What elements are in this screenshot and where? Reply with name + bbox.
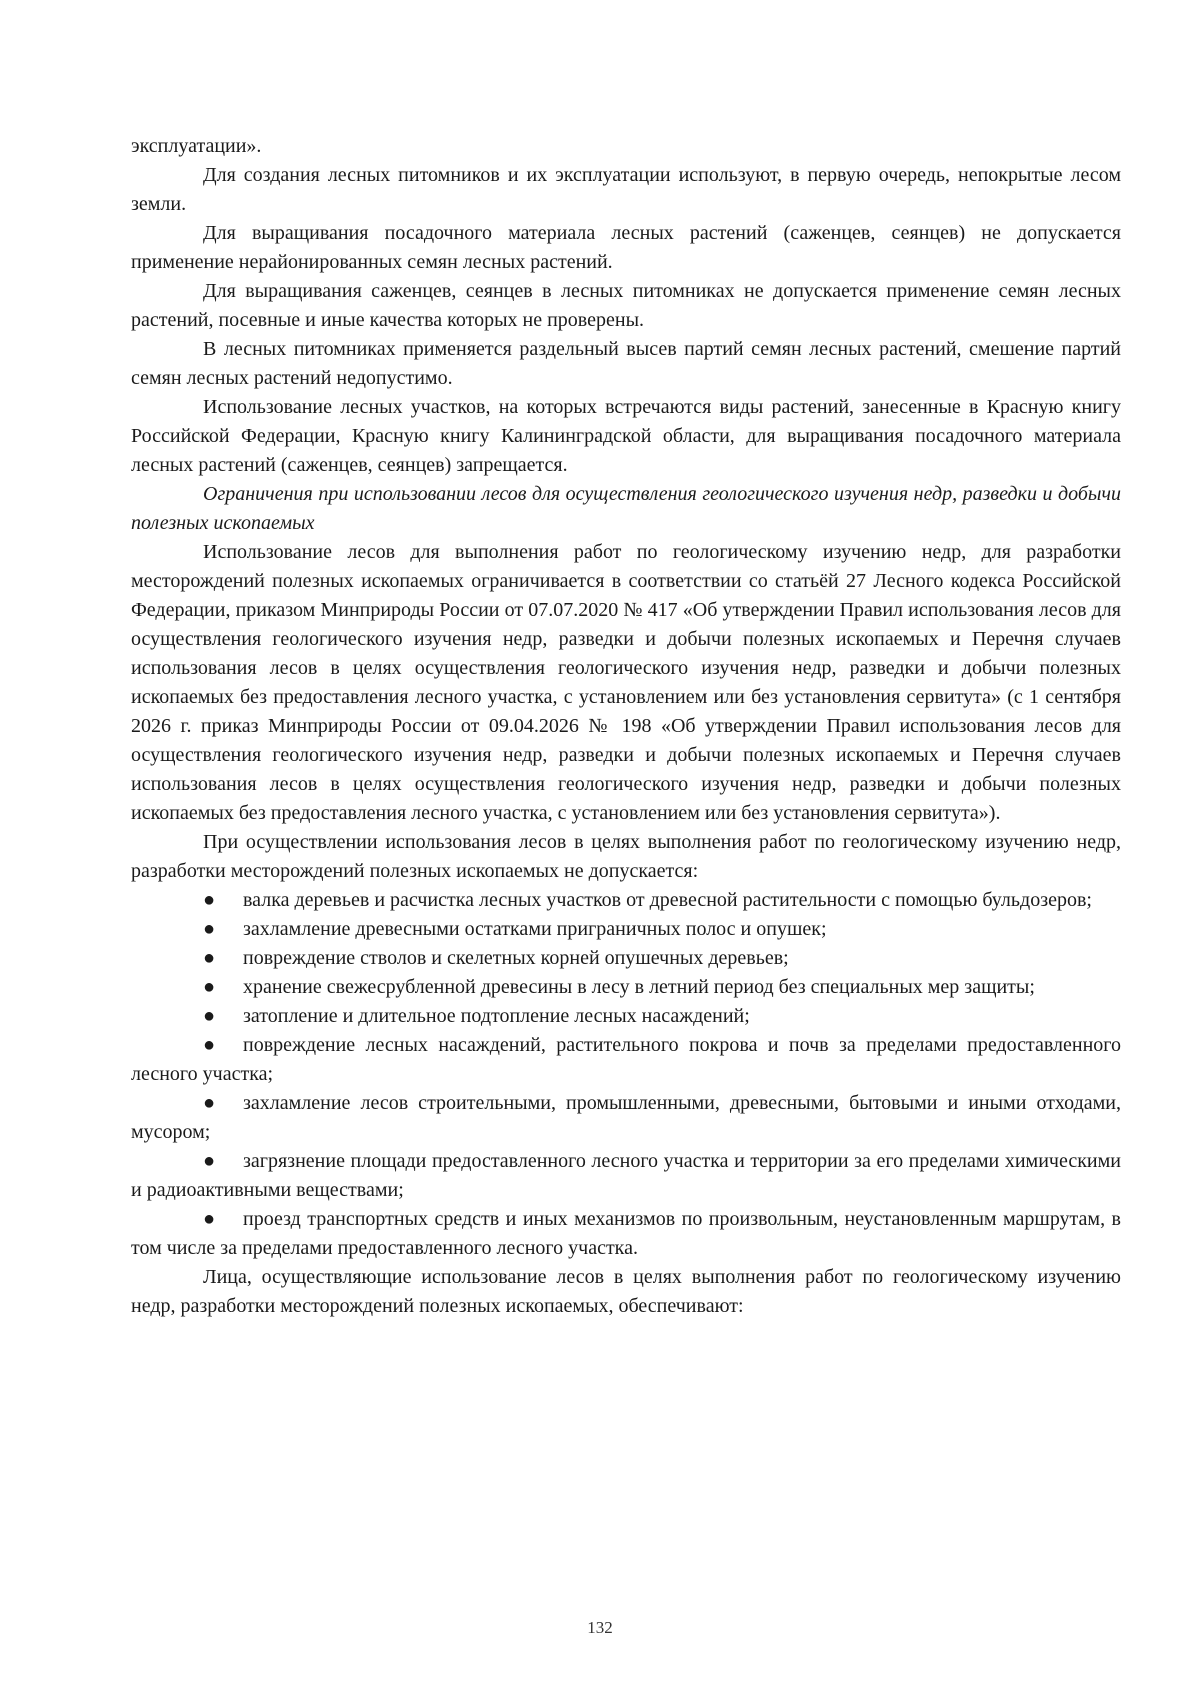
bullet-icon: ● [203,918,216,940]
bullet-item [131,1089,1121,1147]
bullet-text: валка деревьев и расчистка лесных участков от древесной растительности с помощью бульдозеров; [243,889,1092,911]
paragraph: В лесных питомниках применяется раздельный высев партий семян лесных растений, смешение партий семян лесных растений недопустимо. [131,338,1121,389]
bullet-icon: ● [203,1150,216,1172]
bullet-icon: ● [203,1208,216,1230]
bullet-text: повреждение стволов и скелетных корней опушечных деревьев; [243,947,789,969]
bullet-icon: ● [203,976,216,998]
paragraph: Лица, осуществляющие использование лесов в целях выполнения работ по геологическому изучению недр, разработки месторождений полезных ископаемых, обеспечивают: [131,1266,1121,1317]
bullet-item [131,915,1121,944]
paragraph: Для выращивания саженцев, сеянцев в лесных питомниках не допускается применение семян лесных растений, посевные и иные качества которых не проверены. [131,280,1121,331]
paragraph: При осуществлении использования лесов в целях выполнения работ по геологическому изучению недр, разработки месторождений полезных ископаемых не допускается: [131,831,1121,882]
paragraph: Использование лесных участков, на которых встречаются виды растений, занесенные в Красную книгу Российской Федерации, Красную книгу Калининградской области, для выращивания посадочного материала лесных растений (саженцев, сеянцев) запрещается. [131,396,1121,476]
bullet-text: захламление древесными остатками приграничных полос и опушек; [243,918,827,940]
paragraph: Для выращивания посадочного материала лесных растений (саженцев, сеянцев) не допускается применение нерайонированных семян лесных растений. [131,222,1121,273]
section-heading: Ограничения при использовании лесов для осуществления геологического изучения недр, разведки и добычи полезных ископаемых [131,483,1121,534]
bullet-icon: ● [203,1034,216,1056]
bullet-text: проезд транспортных средств и иных механизмов по произвольным, неустановленным маршрутам, в том числе за пределами предоставленного лесного участка. [131,1208,1121,1259]
bullet-item [131,973,1121,1002]
bullet-icon: ● [203,1005,216,1027]
bullet-item [131,1031,1121,1089]
paragraph: Для создания лесных питомников и их эксплуатации используют, в первую очередь, непокрытые лесом земли. [131,164,1121,215]
bullet-item [131,1205,1121,1263]
paragraph: эксплуатации». [131,135,262,157]
bullet-item [131,1147,1121,1205]
bullet-text: захламление лесов строительными, промышленными, древесными, бытовыми и иными отходами, мусором; [131,1092,1121,1143]
document-body [131,132,1121,1321]
bullet-text: загрязнение площади предоставленного лесного участка и территории за его пределами химическими и радиоактивными веществами; [131,1150,1121,1201]
bullet-text: хранение свежесрубленной древесины в лесу в летний период без специальных мер защиты; [243,976,1035,998]
bullet-item [131,886,1121,915]
bullet-icon: ● [203,1092,216,1114]
page-number: 132 [587,1618,613,1637]
bullet-item [131,944,1121,973]
paragraph: Использование лесов для выполнения работ по геологическому изучению недр, для разработки месторождений полезных ископаемых ограничивается в соответствии со статьёй 27 Лесного кодекса Российской Федерации, приказом Минприроды России от 07.07.2020 № 417 «Об утверждении Правил использования лесов для осуществления геологического изучения недр, разведки и добычи полезных ископаемых и Перечня случаев использования лесов в целях осуществления геологического изучения недр, разведки и добычи полезных ископаемых без предоставления лесного участка, с установлением или без установления сервитута» (с 1 сентября 2026 г. приказ Минприроды России от 09.04.2026 № 198 «Об утверждении Правил использования лесов для осуществления геологического изучения недр, разведки и добычи полезных ископаемых и Перечня случаев использования лесов в целях осуществления геологического изучения недр, разведки и добычи полезных ископаемых без предоставления лесного участка, с установлением или без установления сервитута»). [131,541,1121,824]
bullet-text: повреждение лесных насаждений, растительного покрова и почв за пределами предоставленного лесного участка; [131,1034,1121,1085]
bullet-item [131,1002,1121,1031]
bullet-icon: ● [203,889,216,911]
bullet-text: затопление и длительное подтопление лесных насаждений; [243,1005,750,1027]
bullet-icon: ● [203,947,216,969]
